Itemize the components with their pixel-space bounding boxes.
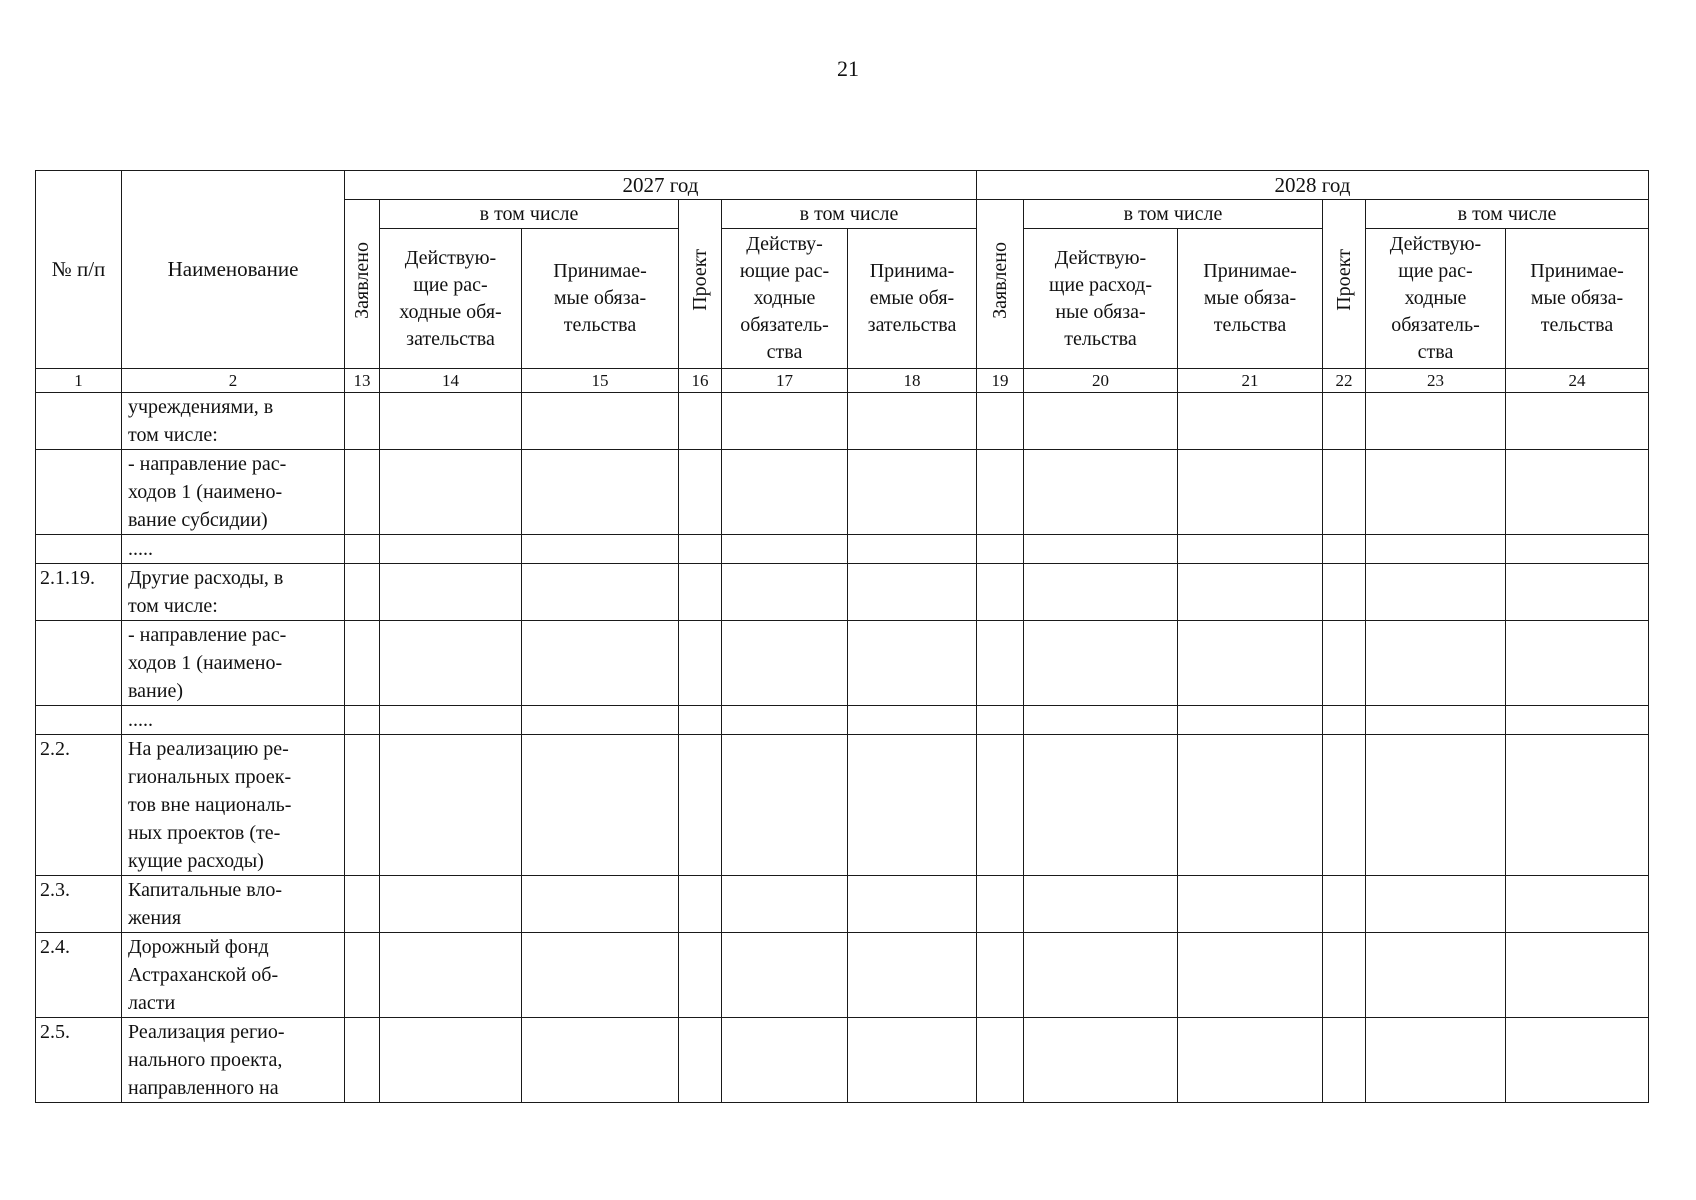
- value-cell: [1323, 735, 1366, 876]
- value-cell: [345, 621, 380, 706]
- value-cell: [345, 933, 380, 1018]
- value-cell: [848, 393, 977, 450]
- value-cell: [1366, 933, 1506, 1018]
- value-cell: [679, 621, 722, 706]
- header-col-number: № п/п: [36, 171, 122, 369]
- table-row: [36, 535, 1649, 564]
- column-number-cell: 19: [977, 369, 1024, 393]
- row-number-cell: [36, 535, 122, 564]
- value-cell: [1323, 393, 1366, 450]
- row-name-cell: Дорожный фонд Астраханской об- ласти: [122, 933, 345, 1018]
- header-declared-sub-2028: в том числе: [1024, 200, 1323, 229]
- header-declared-existing-2028: Действую- щие расход- ные обяза- тельства: [1024, 229, 1178, 369]
- value-cell: [848, 564, 977, 621]
- value-cell: [848, 876, 977, 933]
- value-cell: [380, 933, 522, 1018]
- value-cell: [848, 450, 977, 535]
- value-cell: [345, 1018, 380, 1103]
- value-cell: [1323, 621, 1366, 706]
- row-number-cell: [36, 450, 122, 535]
- header-col-name: Наименование: [122, 171, 345, 369]
- value-cell: [848, 735, 977, 876]
- table-row: [36, 735, 1649, 876]
- table-body: [36, 393, 1649, 1103]
- row-name-cell: Реализация регио- нального проекта, направленного на: [122, 1018, 345, 1103]
- value-cell: [380, 393, 522, 450]
- value-cell: [1506, 535, 1649, 564]
- value-cell: [679, 450, 722, 535]
- value-cell: [848, 933, 977, 1018]
- value-cell: [1178, 1018, 1323, 1103]
- value-cell: [380, 735, 522, 876]
- column-number-cell: 17: [722, 369, 848, 393]
- value-cell: [679, 735, 722, 876]
- value-cell: [380, 564, 522, 621]
- value-cell: [1323, 706, 1366, 735]
- value-cell: [1024, 621, 1178, 706]
- row-name-cell: .....: [122, 535, 345, 564]
- value-cell: [679, 1018, 722, 1103]
- value-cell: [1323, 450, 1366, 535]
- value-cell: [679, 564, 722, 621]
- value-cell: [1506, 735, 1649, 876]
- value-cell: [1024, 393, 1178, 450]
- header-row-column-numbers: [36, 369, 1649, 393]
- value-cell: [679, 393, 722, 450]
- header-row-years: [36, 171, 1649, 200]
- row-number-cell: 2.4.: [36, 933, 122, 1018]
- value-cell: [345, 735, 380, 876]
- value-cell: [722, 706, 848, 735]
- value-cell: [1323, 535, 1366, 564]
- row-name-cell: - направление рас- ходов 1 (наимено- вание): [122, 621, 345, 706]
- value-cell: [977, 450, 1024, 535]
- value-cell: [522, 1018, 679, 1103]
- value-cell: [977, 876, 1024, 933]
- column-number-cell: 20: [1024, 369, 1178, 393]
- value-cell: [522, 621, 679, 706]
- column-number-cell: 13: [345, 369, 380, 393]
- value-cell: [977, 735, 1024, 876]
- value-cell: [522, 933, 679, 1018]
- value-cell: [1178, 450, 1323, 535]
- row-name-cell: учреждениями, в том числе:: [122, 393, 345, 450]
- value-cell: [977, 1018, 1024, 1103]
- value-cell: [522, 535, 679, 564]
- row-number-cell: [36, 393, 122, 450]
- table-row: [36, 564, 1649, 621]
- row-number-cell: 2.3.: [36, 876, 122, 933]
- row-name-cell: - направление рас- ходов 1 (наимено- вание субсидии): [122, 450, 345, 535]
- value-cell: [1024, 564, 1178, 621]
- value-cell: [345, 535, 380, 564]
- table-row: [36, 450, 1649, 535]
- value-cell: [1366, 535, 1506, 564]
- value-cell: [722, 735, 848, 876]
- value-cell: [848, 621, 977, 706]
- row-number-cell: 2.2.: [36, 735, 122, 876]
- value-cell: [1366, 1018, 1506, 1103]
- value-cell: [1323, 1018, 1366, 1103]
- value-cell: [345, 876, 380, 933]
- row-name-cell: На реализацию ре- гиональных проек- тов вне националь- ных проектов (те- кущие расходы): [122, 735, 345, 876]
- row-name-cell: Капитальные вло- жения: [122, 876, 345, 933]
- value-cell: [380, 535, 522, 564]
- value-cell: [722, 564, 848, 621]
- table-row: [36, 621, 1649, 706]
- column-number-cell: 15: [522, 369, 679, 393]
- value-cell: [345, 393, 380, 450]
- header-project-sub-2028: в том числе: [1366, 200, 1649, 229]
- value-cell: [1506, 450, 1649, 535]
- value-cell: [1024, 706, 1178, 735]
- value-cell: [722, 535, 848, 564]
- value-cell: [1024, 535, 1178, 564]
- value-cell: [1024, 735, 1178, 876]
- column-number-cell: 24: [1506, 369, 1649, 393]
- value-cell: [1366, 450, 1506, 535]
- column-number-cell: 1: [36, 369, 122, 393]
- value-cell: [1178, 933, 1323, 1018]
- value-cell: [380, 876, 522, 933]
- header-declared-accepted-2027: Принимае- мые обяза- тельства: [522, 229, 679, 369]
- value-cell: [679, 933, 722, 1018]
- value-cell: [977, 393, 1024, 450]
- value-cell: [522, 876, 679, 933]
- value-cell: [1366, 876, 1506, 933]
- header-project-2028: Проект: [1323, 200, 1366, 369]
- value-cell: [1506, 933, 1649, 1018]
- column-number-cell: 22: [1323, 369, 1366, 393]
- value-cell: [1506, 1018, 1649, 1103]
- header-project-existing-2028: Действую- щие рас- ходные обязатель- ства: [1366, 229, 1506, 369]
- header-project-sub-2027: в том числе: [722, 200, 977, 229]
- value-cell: [1024, 933, 1178, 1018]
- value-cell: [1178, 735, 1323, 876]
- value-cell: [1323, 933, 1366, 1018]
- value-cell: [1506, 876, 1649, 933]
- value-cell: [1366, 621, 1506, 706]
- value-cell: [345, 450, 380, 535]
- value-cell: [1178, 621, 1323, 706]
- value-cell: [722, 621, 848, 706]
- value-cell: [345, 706, 380, 735]
- value-cell: [722, 876, 848, 933]
- value-cell: [1178, 564, 1323, 621]
- value-cell: [1506, 393, 1649, 450]
- value-cell: [1024, 1018, 1178, 1103]
- value-cell: [1366, 564, 1506, 621]
- value-cell: [1506, 564, 1649, 621]
- value-cell: [679, 706, 722, 735]
- value-cell: [380, 621, 522, 706]
- value-cell: [722, 393, 848, 450]
- value-cell: [1178, 535, 1323, 564]
- row-number-cell: 2.5.: [36, 1018, 122, 1103]
- value-cell: [380, 450, 522, 535]
- value-cell: [848, 1018, 977, 1103]
- header-project-existing-2027: Действу- ющие рас- ходные обязатель- ства: [722, 229, 848, 369]
- value-cell: [380, 706, 522, 735]
- row-number-cell: [36, 706, 122, 735]
- value-cell: [1366, 706, 1506, 735]
- value-cell: [522, 450, 679, 535]
- row-name-cell: .....: [122, 706, 345, 735]
- value-cell: [1366, 393, 1506, 450]
- header-project-2027: Проект: [679, 200, 722, 369]
- value-cell: [345, 564, 380, 621]
- header-project-accepted-2027: Принима- емые обя- зательства: [848, 229, 977, 369]
- value-cell: [1323, 876, 1366, 933]
- column-number-cell: 21: [1178, 369, 1323, 393]
- header-declared-sub-2027: в том числе: [380, 200, 679, 229]
- value-cell: [977, 621, 1024, 706]
- table-row: [36, 1018, 1649, 1103]
- table-row: [36, 933, 1649, 1018]
- value-cell: [977, 933, 1024, 1018]
- value-cell: [977, 564, 1024, 621]
- table-row: [36, 876, 1649, 933]
- value-cell: [522, 735, 679, 876]
- value-cell: [1506, 621, 1649, 706]
- value-cell: [1024, 876, 1178, 933]
- value-cell: [1178, 393, 1323, 450]
- value-cell: [1178, 706, 1323, 735]
- column-number-cell: 18: [848, 369, 977, 393]
- table-row: [36, 706, 1649, 735]
- value-cell: [679, 876, 722, 933]
- value-cell: [977, 706, 1024, 735]
- value-cell: [1506, 706, 1649, 735]
- column-number-cell: 2: [122, 369, 345, 393]
- header-year-2027: 2027 год: [345, 171, 977, 200]
- column-number-cell: 23: [1366, 369, 1506, 393]
- row-name-cell: Другие расходы, в том числе:: [122, 564, 345, 621]
- header-declared-2027: Заявлено: [345, 200, 380, 369]
- value-cell: [380, 1018, 522, 1103]
- value-cell: [848, 535, 977, 564]
- value-cell: [522, 564, 679, 621]
- header-declared-existing-2027: Действую- щие рас- ходные обя- зательства: [380, 229, 522, 369]
- budget-table: [35, 170, 1649, 1103]
- row-number-cell: 2.1.19.: [36, 564, 122, 621]
- value-cell: [1178, 876, 1323, 933]
- header-declared-2028: Заявлено: [977, 200, 1024, 369]
- value-cell: [1323, 564, 1366, 621]
- value-cell: [722, 1018, 848, 1103]
- header-declared-accepted-2028: Принимае- мые обяза- тельства: [1178, 229, 1323, 369]
- header-year-2028: 2028 год: [977, 171, 1649, 200]
- value-cell: [1366, 735, 1506, 876]
- value-cell: [1024, 450, 1178, 535]
- value-cell: [848, 706, 977, 735]
- row-number-cell: [36, 621, 122, 706]
- value-cell: [722, 933, 848, 1018]
- value-cell: [722, 450, 848, 535]
- header-project-accepted-2028: Принимае- мые обяза- тельства: [1506, 229, 1649, 369]
- column-number-cell: 16: [679, 369, 722, 393]
- table-row: [36, 393, 1649, 450]
- value-cell: [679, 535, 722, 564]
- column-number-cell: 14: [380, 369, 522, 393]
- value-cell: [522, 706, 679, 735]
- value-cell: [977, 535, 1024, 564]
- page-number: 21: [837, 56, 859, 81]
- value-cell: [522, 393, 679, 450]
